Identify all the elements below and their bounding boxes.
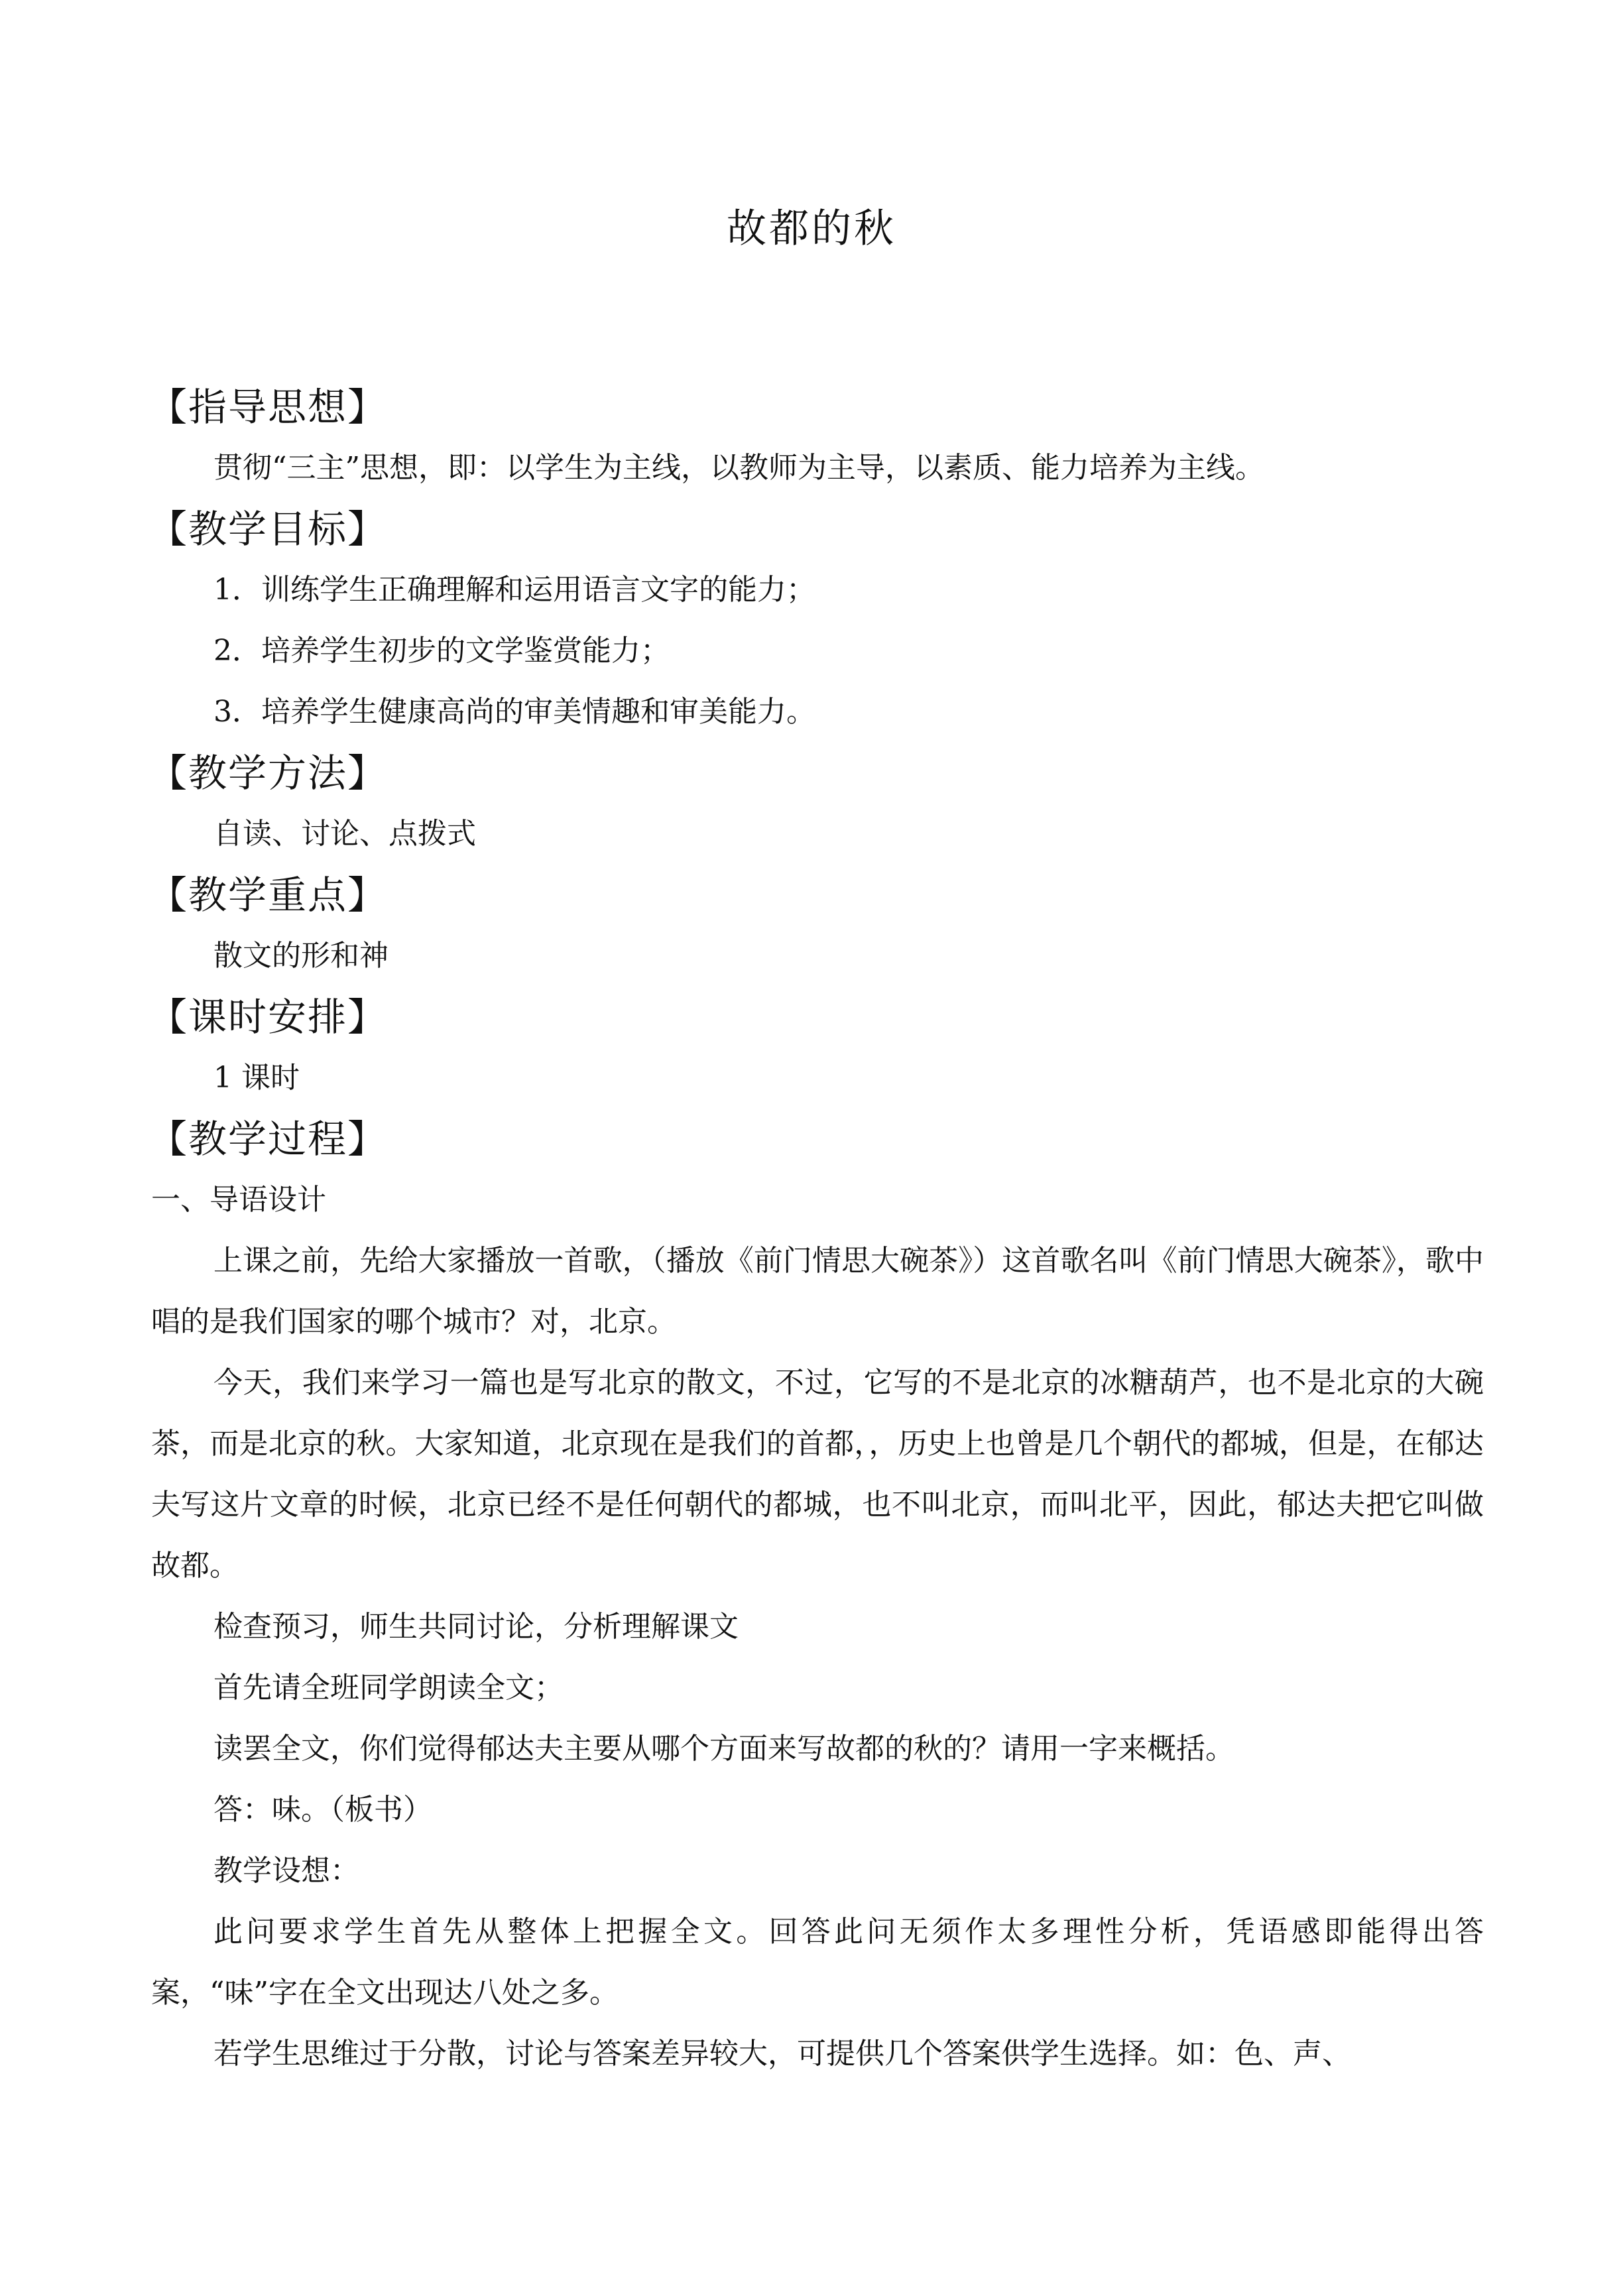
page-title: 故都的秋 — [727, 206, 896, 252]
section-heading-methods: 【教学方法】 — [149, 751, 388, 796]
guiding-idea-text: 贯彻“三主”思想，即：以学生为主线，以教师为主导，以素质、能力培养为主线。 — [213, 451, 1264, 485]
objective-item-1: 1．训练学生正确理解和运用语言文字的能力； — [213, 573, 815, 607]
document-body — [151, 377, 1490, 2085]
section-heading-process: 【教学过程】 — [149, 1117, 388, 1162]
section-heading-objectives: 【教学目标】 — [149, 507, 388, 552]
section-heading-guiding-idea: 【指导思想】 — [149, 385, 388, 430]
process-paragraph-4: 首先请全班同学朗读全文； — [213, 1671, 564, 1705]
objective-item-2: 2．培养学生初步的文学鉴赏能力； — [213, 634, 670, 668]
focus-text: 散文的形和神 — [213, 939, 389, 973]
process-paragraph-6: 答：味。（板书） — [213, 1793, 432, 1827]
objective-item-3: 3．培养学生健康高尚的审美情趣和审美能力。 — [213, 695, 815, 729]
process-paragraph-3: 检查预习，师生共同讨论，分析理解课文 — [213, 1610, 739, 1644]
methods-text: 自读、讨论、点拨式 — [213, 817, 476, 851]
process-paragraph-2: 今天，我们来学习一篇也是写北京的散文，不过，它写的不是北京的冰糖葫芦，也不是北京的大碗茶，而是北京的秋。大家知道，北京现在是我们的首都，，历史上也曾是几个朝代的都城，但是，在郁达夫写这片文章的时候，北京已经不是任何朝代的都城，也不叫北京，而叫北平，因此，郁达夫把它叫做故都。 — [151, 1366, 1484, 1583]
process-paragraph-5: 读罢全文，你们觉得郁达夫主要从哪个方面来写故都的秋的？请用一字来概括。 — [213, 1732, 1234, 1766]
section-heading-schedule: 【课时安排】 — [149, 995, 388, 1040]
schedule-text: 1 课时 — [213, 1061, 300, 1095]
process-paragraph-1: 上课之前，先给大家播放一首歌，（播放《前门情思大碗茶》）这首歌名叫《前门情思大碗茶》，歌中唱的是我们国家的哪个城市？对，北京。 — [151, 1244, 1484, 1339]
process-subheading: 一、导语设计 — [151, 1183, 326, 1217]
process-paragraph-9: 若学生思维过于分散，讨论与答案差异较大，可提供几个答案供学生选择。如：色、声、 — [213, 2037, 1351, 2071]
process-paragraph-7: 教学设想： — [213, 1854, 359, 1888]
section-heading-focus: 【教学重点】 — [149, 873, 388, 918]
process-paragraph-8: 此问要求学生首先从整体上把握全文。回答此问无须作太多理性分析，凭语感即能得出答案，“味”字在全文出现达八处之多。 — [151, 1915, 1484, 2010]
